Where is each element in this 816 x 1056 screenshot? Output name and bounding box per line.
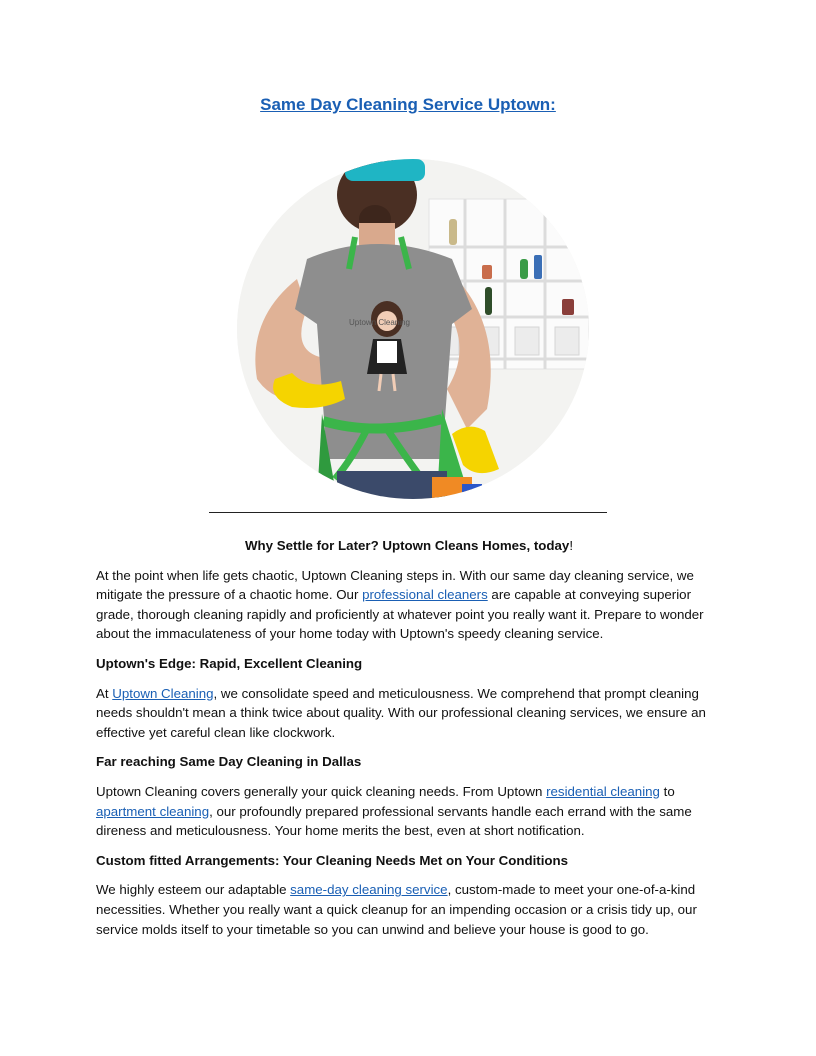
intro-heading-suffix: ! — [569, 538, 574, 553]
paragraph-2-text-a: At — [96, 685, 113, 701]
hero-image — [237, 159, 589, 499]
paragraph-2 — [96, 684, 722, 743]
page-title[interactable]: Same Day Cleaning Service Uptown: — [260, 95, 556, 114]
uptown-cleaning-link[interactable]: Uptown Cleaning — [112, 685, 214, 701]
intro-heading — [96, 536, 722, 556]
paragraph-4-text-a: We highly esteem our adaptable — [96, 882, 291, 898]
professional-cleaners-link[interactable]: professional cleaners — [362, 587, 488, 603]
paragraph-3-text-c: , our profoundly prepared professional servants handle each errand with the same direness and meticulousness. Your home merits the best, even at short notification. — [96, 803, 692, 839]
section-heading-custom: Custom fitted Arrangements: Your Cleaning Needs Met on Your Conditions — [96, 852, 569, 868]
same-day-cleaning-service-link[interactable]: same-day cleaning service — [290, 882, 448, 898]
paragraph-1-text-b: are capable at conveying superior grade, thorough cleaning rapidly and proficiently at whatever point you really want it. Prepare to wonder about the immaculateness of your home today with Uptown's speedy cleaning service. — [96, 587, 704, 642]
cleaner-illustration — [237, 159, 589, 499]
paragraph-4 — [96, 880, 722, 939]
horizontal-divider — [209, 512, 607, 513]
section-heading-edge: Uptown's Edge: Rapid, Excellent Cleaning — [96, 655, 363, 671]
headband — [345, 159, 425, 181]
paragraph-2-text-b: , we consolidate speed and meticulousness. We comprehend that prompt cleaning needs shouldn't mean a think twice about quality. With our professional cleaning services, we ensure an effective yet careful clean like clockwork. — [96, 685, 706, 740]
paragraph-3 — [96, 782, 722, 841]
residential-cleaning-link[interactable]: residential cleaning — [546, 783, 660, 799]
article-body — [96, 536, 722, 949]
paragraph-1-text-a: At the point when life gets chaotic, Uptown Cleaning steps in. With our same day cleaning service, we mitigate the pressure of a chaotic home. Our — [96, 567, 694, 603]
section-heading-dallas: Far reaching Same Day Cleaning in Dallas — [96, 754, 362, 770]
apartment-cleaning-link[interactable]: apartment cleaning — [96, 803, 210, 819]
shirt-logo-text: Uptown Cleaning — [349, 318, 410, 327]
paragraph-3-text-a: Uptown Cleaning covers generally your quick cleaning needs. From Uptown — [96, 783, 547, 799]
paragraph-3-text-b: to — [659, 783, 675, 799]
paragraph-4-text-b: , custom-made to meet your one-of-a-kind necessities. Whether you really want a quick cleanup for an impending occasion or a crisis tidy up, our service molds itself to your timetable so you can unwind and believe your house is good to go. — [96, 882, 697, 937]
paragraph-1 — [96, 566, 722, 644]
intro-heading-text: Why Settle for Later? Uptown Cleans Homes, today — [244, 538, 570, 553]
